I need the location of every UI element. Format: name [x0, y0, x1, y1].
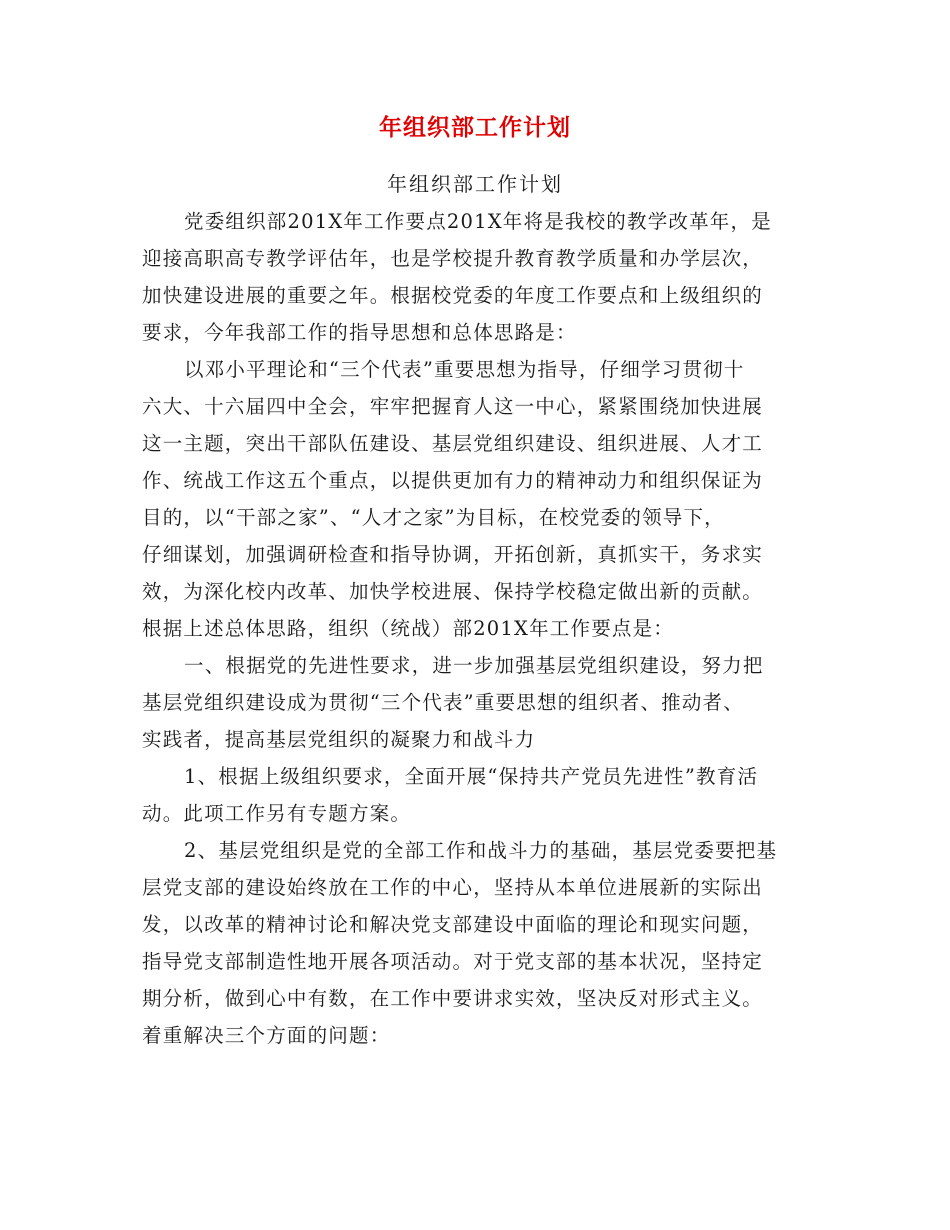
- document-subtitle: 年组织部工作计划: [387, 172, 563, 196]
- paragraph-line: 一、根据党的先进性要求，进一步加强基层党组织建设，努力把: [184, 654, 764, 677]
- paragraph-line: 效，为深化校内改革、加快学校进展、保持学校稳定做出新的贡献。: [142, 580, 764, 603]
- paragraph-line: 发，以改革的精神讨论和解决党支部建设中面临的理论和现实问题，: [142, 913, 764, 936]
- paragraph-line: 1、根据上级组织要求，全面开展“保持共产党员先进性”教育活: [184, 765, 759, 788]
- paragraph-line: 层党支部的建设始终放在工作的中心，坚持从本单位进展新的实际出: [142, 876, 764, 899]
- paragraph-line: 2、基层党组织是党的全部工作和战斗力的基础，基层党委要把基: [184, 839, 778, 862]
- paragraph-line: 根据上述总体思路，组织（统战）部201X年工作要点是：: [142, 617, 675, 640]
- paragraph-line: 六大、十六届四中全会，牢牢把握育人这一中心，紧紧围绕加快进展: [142, 395, 764, 418]
- paragraph-line: 这一主题，突出干部队伍建设、基层党组织建设、组织进展、人才工: [142, 432, 764, 455]
- paragraph-line: 以邓小平理论和“三个代表”重要思想为指导，仔细学习贯彻十: [184, 358, 745, 381]
- paragraph-line: 指导党支部制造性地开展各项活动。对于党支部的基本状况，坚持定: [142, 950, 764, 973]
- paragraph-line: 要求，今年我部工作的指导思想和总体思路是：: [142, 321, 577, 344]
- paragraph-line: 党委组织部201X年工作要点201X年将是我校的教学改革年，是: [184, 210, 772, 233]
- paragraph-line: 仔细谋划，加强调研检查和指导协调，开拓创新，真抓实干，务求实: [142, 543, 764, 566]
- document-body: [142, 203, 808, 1054]
- paragraph-line: 着重解决三个方面的问题：: [142, 1024, 391, 1047]
- document-title: 年组织部工作计划: [379, 114, 571, 141]
- paragraph-line: 实践者，提高基层党组织的凝聚力和战斗力: [142, 728, 536, 751]
- paragraph-line: 基层党组织建设成为贯彻“三个代表”重要思想的组织者、推动者、: [142, 691, 744, 714]
- paragraph-line: 作、统战工作这五个重点，以提供更加有力的精神动力和组织保证为: [142, 469, 764, 492]
- paragraph-line: 动。此项工作另有专题方案。: [142, 802, 412, 825]
- paragraph-line: 加快建设进展的重要之年。根据校党委的年度工作要点和上级组织的: [142, 284, 764, 307]
- paragraph-line: 期分析，做到心中有数，在工作中要讲求实效，坚决反对形式主义。: [142, 987, 764, 1010]
- paragraph-line: 目的，以“干部之家”、“人才之家”为目标，在校党委的领导下，: [142, 506, 725, 529]
- paragraph-line: 迎接高职高专教学评估年，也是学校提升教育教学质量和办学层次，: [142, 247, 764, 270]
